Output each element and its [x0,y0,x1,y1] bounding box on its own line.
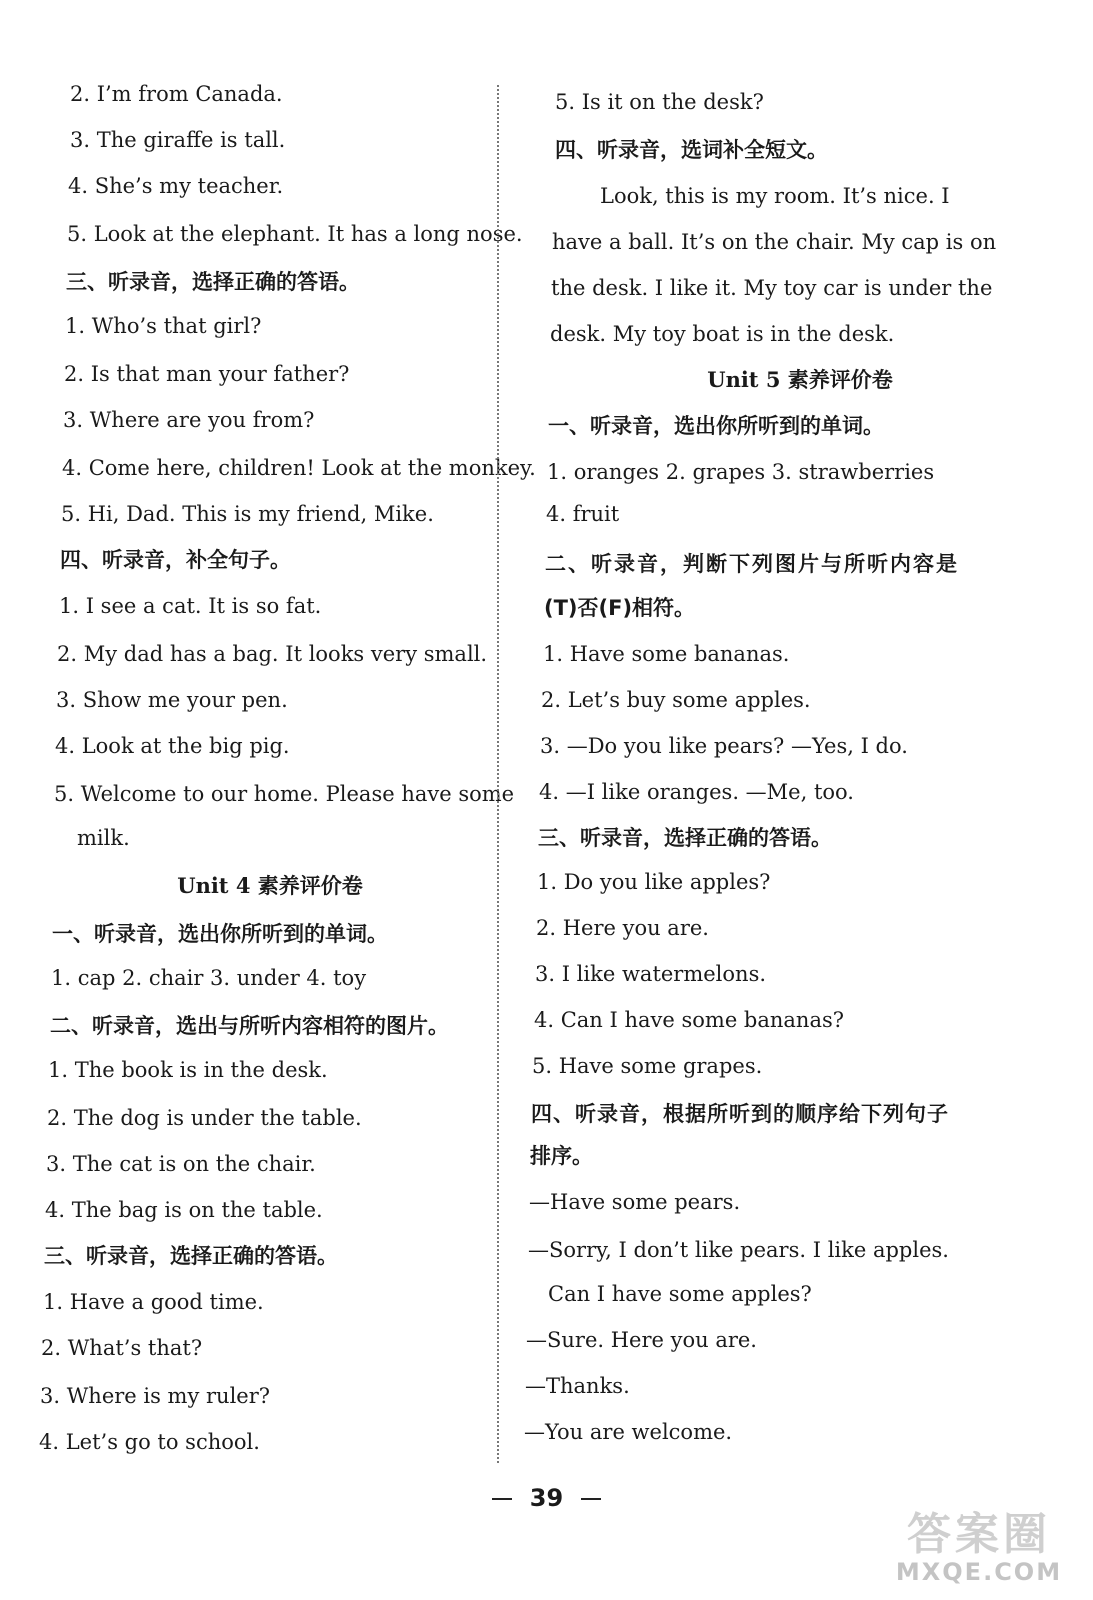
watermark [879,1509,1079,1592]
answer-line: 1. Do you like apples? [537,870,771,894]
answer-line: 2. What’s that? [41,1336,203,1360]
section-heading: (T)否(F)相符。 [544,596,696,620]
section-heading: 四、听录音，补全句子。 [60,548,291,572]
answer-line: 4. Let’s go to school. [39,1430,260,1454]
answer-line: 4. Can I have some bananas? [534,1008,845,1032]
answer-line: 2. Let’s buy some apples. [541,688,811,712]
answer-line: —You are welcome. [524,1420,733,1444]
answer-line: 1. Have some bananas. [543,642,790,666]
answer-line: 3. Where is my ruler? [40,1384,271,1408]
answer-line: —Sure. Here you are. [526,1328,757,1352]
passage-line: Look, this is my room. It’s nice. I [600,184,950,208]
answer-line: 1. Who’s that girl? [65,314,262,338]
answer-line: 5. Is it on the desk? [555,90,764,114]
dash-left [492,1498,512,1500]
answer-line: 3. The cat is on the chair. [46,1152,316,1176]
watermark-logo: 答案圈 [907,1509,1051,1560]
passage-line: desk. My toy boat is in the desk. [550,322,895,346]
answer-line: 2. The dog is under the table. [47,1106,362,1130]
answer-line: 2. I’m from Canada. [70,82,283,106]
section-heading: 三、听录音，选择正确的答语。 [44,1244,338,1268]
answer-line: 3. The giraffe is tall. [70,128,286,152]
answer-line: —Have some pears. [529,1190,741,1214]
section-heading: 一、听录音，选出你所听到的单词。 [52,922,388,946]
answer-line: 4. She’s my teacher. [68,174,284,198]
section-heading: 二、听录音，判断下列图片与所听内容是 [545,552,959,576]
section-heading: 一、听录音，选出你所听到的单词。 [548,414,884,438]
answer-line: Can I have some apples? [548,1282,812,1306]
answer-line: 3. —Do you like pears? —Yes, I do. [540,734,908,758]
answer-line: 5. Have some grapes. [532,1054,763,1078]
answer-line: 1. The book is in the desk. [48,1058,328,1082]
column-divider [497,85,499,1463]
page-number-text: 39 [529,1484,564,1512]
unit-title: Unit 5 素养评价卷 [707,367,893,392]
watermark-url: MXQE.COM [895,1558,1063,1586]
section-heading: 排序。 [530,1144,593,1168]
dash-right [581,1498,601,1500]
answer-line: 3. Where are you from? [63,408,315,432]
passage-line: have a ball. It’s on the chair. My cap is on [552,230,997,254]
answer-line: milk. [77,826,130,850]
section-heading: 二、听录音，选出与所听内容相符的图片。 [50,1014,449,1038]
answer-line: 4. —I like oranges. —Me, too. [539,780,854,804]
answer-line: 1. I see a cat. It is so fat. [59,594,322,618]
answer-line: 2. My dad has a bag. It looks very small. [57,642,488,666]
answer-line: 5. Look at the elephant. It has a long nose. [67,222,523,246]
answer-line: 1. oranges 2. grapes 3. strawberries [547,460,935,484]
unit-title: Unit 4 素养评价卷 [177,873,363,898]
section-heading: 三、听录音，选择正确的答语。 [66,270,360,294]
answer-line: 4. Look at the big pig. [55,734,290,758]
answer-line: 2. Is that man your father? [64,362,350,386]
answer-line: —Sorry, I don’t like pears. I like apples. [528,1238,949,1262]
answer-line: 3. I like watermelons. [535,962,767,986]
page-number [0,1484,1093,1512]
answer-line: 5. Hi, Dad. This is my friend, Mike. [61,502,434,526]
answer-line: 4. Come here, children! Look at the monkey. [62,456,536,480]
passage-line: the desk. I like it. My toy car is under the [551,276,993,300]
answer-line: 3. Show me your pen. [56,688,288,712]
answer-line: 1. Have a good time. [43,1290,264,1314]
answer-line: 5. Welcome to our home. Please have some [54,782,515,806]
answer-line: 4. fruit [546,502,620,526]
answer-line: 1. cap 2. chair 3. under 4. toy [51,966,367,990]
section-heading: 四、听录音，选词补全短文。 [555,138,828,162]
section-heading: 四、听录音，根据所听到的顺序给下列句子 [531,1102,949,1126]
answer-line: 2. Here you are. [536,916,709,940]
answer-line: —Thanks. [525,1374,630,1398]
section-heading: 三、听录音，选择正确的答语。 [538,826,832,850]
answer-line: 4. The bag is on the table. [45,1198,323,1222]
